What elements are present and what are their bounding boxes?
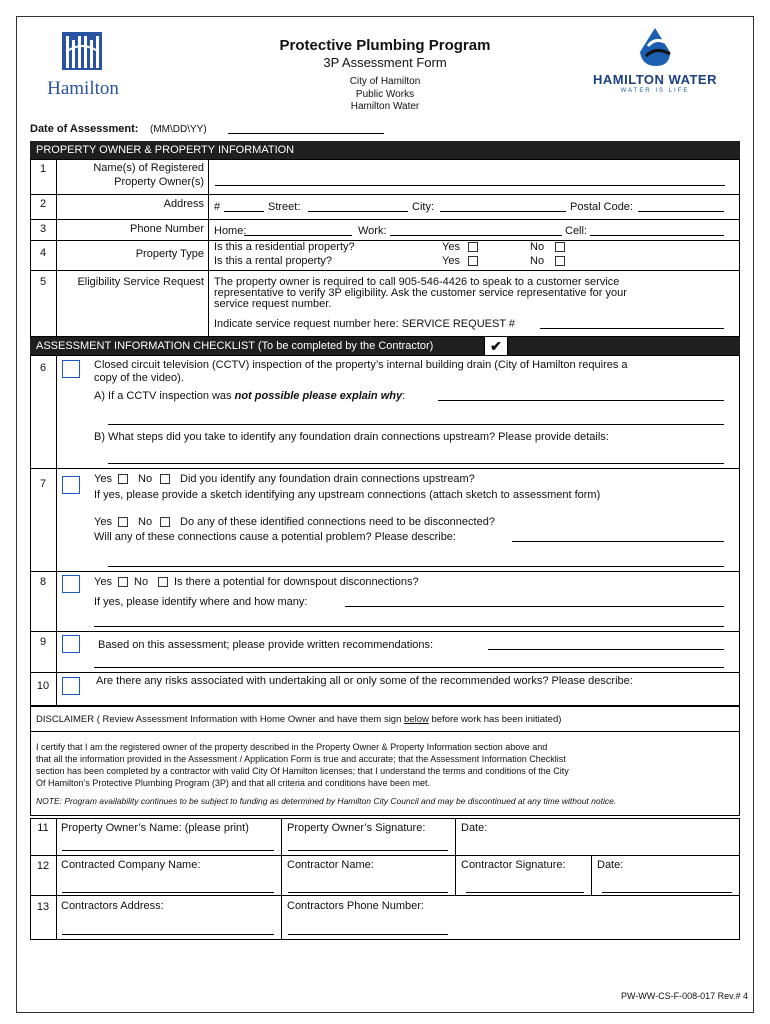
date-format-hint: (MM\DD\YY) [150,124,207,135]
item7-question-1b: If yes, please provide a sketch identifying any upstream connections (attach sketch to assessment form) [94,489,601,501]
contractor-phone-label: Contractors Phone Number: [287,900,424,912]
row-number: 11 [37,822,49,834]
contractor-date-field[interactable] [602,892,732,893]
rental-yes-checkbox[interactable] [468,256,478,266]
eligibility-text-3: service request number. [214,298,332,310]
address-label: Address [163,198,204,210]
owner-name-label-a: Name(s) of Registered [93,162,204,174]
date-of-assessment-label: Date of Assessment: [30,123,139,135]
disclaimer-prefix: DISCLAIMER ( Review Assessment Information with Home Owner and have them sign [36,714,405,725]
checklist-confirm-checkbox[interactable]: ✔ [484,336,508,356]
cell-phone-label: Cell: [565,225,588,237]
row-divider [30,270,740,271]
date-of-assessment-field[interactable] [228,133,384,134]
contractor-name-field[interactable] [288,892,448,893]
item8-yes-label: Yes [94,576,112,588]
row-divider [30,895,740,896]
row-divider [30,855,740,856]
property-info-heading: PROPERTY OWNER & PROPERTY INFORMATION [30,141,740,159]
eligibility-text-1: The property owner is required to call 905-546-4426 to speak to a customer service [214,276,620,288]
disclaimer-underlined: below [404,714,429,725]
row-divider [30,631,740,632]
program-note: NOTE: Program availability continues to be subject to funding as determined by Hamilton City Council and may be discontinued at any time without notice. [36,796,617,806]
assessment-checklist-heading-text: ASSESSMENT INFORMATION CHECKLIST (To be completed by the Contractor) [36,340,434,352]
contracted-company-label: Contracted Company Name: [61,859,201,871]
item8-question-b: If yes, please identify where and how many: [94,596,308,608]
row-divider [30,672,740,673]
rental-yes-label: Yes [442,255,460,267]
org-line-1: City of Hamilton [349,76,421,87]
item7-q2-yes-label: Yes [94,516,112,528]
rental-no-label: No [530,255,545,267]
row-number: 8 [39,576,47,588]
owner-date-label: Date: [461,822,488,834]
property-type-label: Property Type [135,248,204,260]
item8-question: Is there a potential for downspout disconnections? [174,576,419,588]
row-number: 1 [39,163,47,175]
contractor-phone-field[interactable] [288,934,448,935]
row-number: 7 [39,478,47,490]
street-field[interactable] [308,211,408,212]
section2-col-divider [56,355,57,706]
contractor-signature-field[interactable] [466,892,584,893]
residential-yes-checkbox[interactable] [468,242,478,252]
item9-checkbox[interactable] [62,635,80,653]
cctv-question-a-suffix: : [402,390,406,402]
work-phone-field[interactable] [390,235,562,236]
row-divider [30,571,740,572]
service-request-field[interactable] [540,328,724,329]
phone-number-label: Phone Number [130,223,204,235]
form-code: PW-WW-CS-F-008-017 Rev.# 4 [620,991,748,1001]
item7-q2-yes-checkbox[interactable] [118,517,128,527]
item7-q2-no-label: No [138,516,153,528]
contractor-address-label: Contractors Address: [61,900,164,912]
residential-question: Is this a residential property? [214,241,355,253]
address-number-field[interactable] [224,211,264,212]
owner-name-print-field[interactable] [62,850,274,851]
owner-signature-label: Property Owner’s Signature: [287,822,426,834]
contractor-address-field[interactable] [62,934,274,935]
owner-name-label-b: Property Owner(s) [114,176,204,188]
home-phone-field[interactable] [244,235,352,236]
downspout-field-1[interactable] [345,606,724,607]
cctv-explain-field-1[interactable] [438,400,724,401]
row-divider [30,194,740,195]
eligibility-label: Eligibility Service Request [77,276,204,288]
row-number: 5 [39,276,47,288]
cctv-question-a-emphasis: not possible please explain why [234,390,403,402]
sig-col-divider [56,818,57,940]
hamilton-water-tagline: WATER IS LIFE [620,88,690,94]
address-hash-label: # [214,201,221,213]
item10-checkbox[interactable] [62,677,80,695]
item8-no-label: No [134,576,149,588]
row-divider [30,240,740,241]
recommendations-field-1[interactable] [488,649,724,650]
cctv-question-a [94,390,405,403]
row-number: 12 [36,860,50,872]
disclaimer-suffix: before work has been initiated) [428,714,562,725]
postal-code-field[interactable] [638,211,724,212]
cctv-explain-field-2[interactable] [108,424,724,425]
cctv-text-a: Closed circuit television (CCTV) inspection of the property’s internal building drain (City of Hamilton requires a [94,359,628,371]
row-number: 10 [36,680,50,692]
item6-checkbox[interactable] [62,360,80,378]
hamilton-logo-text: Hamilton [47,78,119,99]
item8-yes-checkbox[interactable] [118,577,128,587]
org-line-3: Hamilton Water [350,101,420,112]
item8-no-checkbox[interactable] [158,577,168,587]
work-phone-label: Work: [358,225,387,237]
potential-problem-field-1[interactable] [512,541,724,542]
owner-name-print-label: Property Owner’s Name: (please print) [61,822,249,834]
city-label: City: [412,201,434,213]
certify-line-3: section has been completed by a contractor with valid City Of Hamilton licenses; that I understand the terms and conditions of the City [36,766,569,776]
hamilton-water-logo-text: HAMILTON WATER [593,72,717,87]
row-number: 9 [39,636,47,648]
cctv-question-b: B) What steps did you take to identify any foundation drain connections upstream? Please provide details: [94,431,609,443]
signature-table [30,818,740,940]
postal-code-label: Postal Code: [570,201,633,213]
rental-question: Is this a rental property? [214,255,333,267]
certify-line-2: that all the information provided in the Assessment / Application Form is true and accurate; that the Assessment Information Checklist [36,754,566,764]
rental-no-checkbox[interactable] [555,256,565,266]
eligibility-text-2: representative to verify 3P eligibility. Ask the customer service representative for your [214,287,627,299]
downspout-field-2[interactable] [94,626,724,627]
contractor-name-label: Contractor Name: [287,859,374,871]
recommendations-field-2[interactable] [94,667,724,668]
contracted-company-field[interactable] [62,892,274,893]
row-number: 13 [36,901,50,913]
potential-problem-field-2[interactable] [108,566,724,567]
hamilton-water-logo [570,26,740,92]
residential-yes-label: Yes [442,241,460,253]
item7-checkbox[interactable] [62,476,80,494]
item9-question: Based on this assessment; please provide written recommendations: [98,639,434,651]
city-of-hamilton-logo [38,30,128,99]
section1-col-divider-2 [208,159,209,337]
row-number: 6 [39,362,47,374]
row-divider [30,468,740,469]
item8-checkbox[interactable] [62,575,80,593]
owner-name-field[interactable] [215,185,725,186]
item7-q1-yes-label: Yes [94,473,112,485]
home-phone-label: Home: [214,225,247,237]
street-label: Street: [268,201,301,213]
cctv-question-a-prefix: A) If a CCTV inspection was [94,390,235,402]
item7-q1-no-checkbox[interactable] [160,474,170,484]
certify-line-1: I certify that I am the registered owner of the property described in the Property Owner & Property Information section above and [36,742,548,752]
row-divider [30,219,740,220]
city-field[interactable] [440,211,566,212]
cctv-text-b: copy of the video). [94,372,184,384]
form-subtitle: 3P Assessment Form [323,55,447,70]
steps-details-field[interactable] [108,463,724,464]
contractor-signature-label: Contractor Signature: [461,859,566,871]
item10-question: Are there any risks associated with undertaking all or only some of the recommended works? Please describe: [96,675,633,687]
item7-q2-no-checkbox[interactable] [160,517,170,527]
sig-col-divider [591,855,592,895]
item7-q1-no-label: No [138,473,153,485]
item7-q1-yes-checkbox[interactable] [118,474,128,484]
cell-phone-field[interactable] [590,235,724,236]
contractor-date-label: Date: [597,859,624,871]
row-number: 4 [39,247,47,259]
item7-question-1: Did you identify any foundation drain connections upstream? [180,473,475,485]
disclaimer-heading [36,713,561,726]
sig-col-divider [281,818,282,940]
org-line-2: Public Works [355,89,415,100]
form-title: Protective Plumbing Program [279,37,491,54]
owner-signature-field[interactable] [288,850,448,851]
disclaimer-divider [30,731,740,732]
sig-col-divider [455,818,456,895]
residential-no-label: No [530,241,545,253]
residential-no-checkbox[interactable] [555,242,565,252]
section1-col-divider-1 [56,159,57,337]
assessment-checklist-heading [30,337,740,355]
row-number: 2 [39,198,47,210]
certify-line-4: Of Hamilton’s Protective Plumbing Program (3P) and that all criteria and conditions have been met. [36,778,431,788]
item7-question-2b: Will any of these connections cause a potential problem? Please describe: [94,531,456,543]
row-number: 3 [39,223,47,235]
item7-question-2: Do any of these identified connections need to be disconnected? [180,516,495,528]
service-request-label: Indicate service request number here: SERVICE REQUEST # [214,318,516,330]
